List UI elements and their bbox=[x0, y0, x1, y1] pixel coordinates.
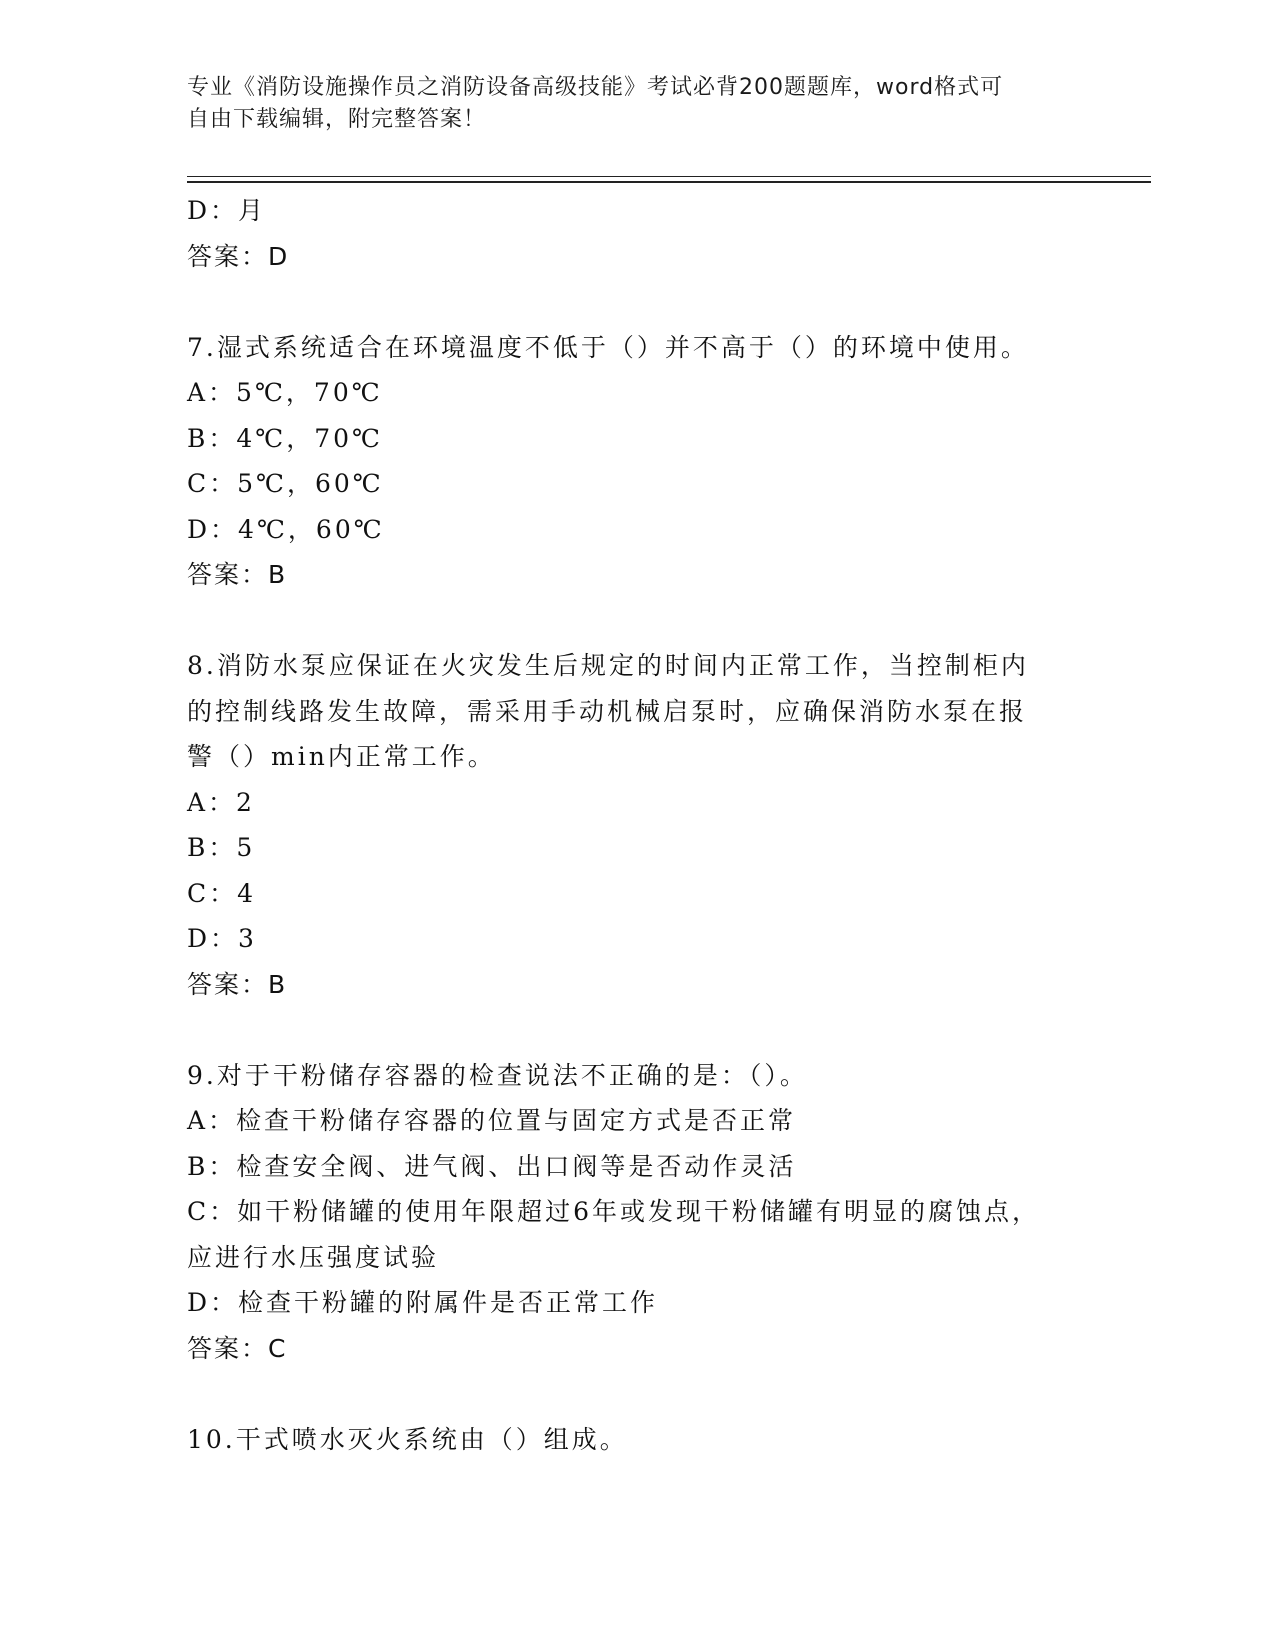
option-c: C：4 bbox=[187, 878, 257, 908]
option-c-line-1: C：如干粉储罐的使用年限超过6年或发现干粉储罐有明显的腐蚀点， bbox=[187, 1197, 1041, 1226]
option-b: B：检查安全阀、进气阀、出口阀等是否动作灵活 bbox=[187, 1151, 797, 1181]
prev-option-d: D：月 bbox=[187, 196, 267, 225]
question-stem-line-3: 警（）min内正常工作。 bbox=[187, 742, 496, 771]
header-title-line-1: 专业《消防设施操作员之消防设备高级技能》考试必背200题题库，word格式可 bbox=[187, 75, 1004, 100]
option-b: B：4℃，70℃ bbox=[187, 423, 384, 453]
option-d: D：3 bbox=[187, 924, 257, 953]
document-header bbox=[187, 72, 1087, 136]
header-divider-thick bbox=[187, 181, 1151, 183]
option-c-line-2: 应进行水压强度试验 bbox=[187, 1242, 440, 1272]
question-7 bbox=[187, 325, 1087, 598]
answer: 答案：C bbox=[187, 1333, 288, 1363]
prev-answer: 答案：D bbox=[187, 241, 290, 271]
spacer bbox=[187, 1007, 1087, 1053]
question-list bbox=[187, 188, 1087, 1462]
question-8 bbox=[187, 643, 1087, 1007]
option-b: B：5 bbox=[187, 833, 256, 862]
question-stem-line-2: 的控制线路发生故障，需采用手动机械启泵时，应确保消防水泵在报 bbox=[187, 696, 1028, 726]
header-divider-thin bbox=[187, 176, 1151, 177]
option-d: D：检查干粉罐的附属件是否正常工作 bbox=[187, 1288, 659, 1317]
answer: 答案：B bbox=[187, 969, 288, 999]
question-stem: 9.对于干粉储存容器的检查说法不正确的是：（）。 bbox=[187, 1060, 808, 1090]
question-9 bbox=[187, 1053, 1087, 1372]
answer: 答案：B bbox=[187, 560, 288, 589]
option-a: A：2 bbox=[187, 787, 255, 817]
option-a: A：5℃，70℃ bbox=[187, 378, 383, 407]
question-stem-line-1: 8.消防水泵应保证在火灾发生后规定的时间内正常工作，当控制柜内 bbox=[187, 651, 1029, 680]
header-title-line-2: 自由下载编辑，附完整答案！ bbox=[187, 107, 487, 132]
option-a: A：检查干粉储存容器的位置与固定方式是否正常 bbox=[187, 1106, 797, 1135]
option-d: D：4℃，60℃ bbox=[187, 514, 385, 544]
question-stem: 7.湿式系统适合在环境温度不低于（）并不高于（）的环境中使用。 bbox=[187, 332, 1029, 362]
question-stem: 10.干式喷水灭火系统由（）组成。 bbox=[187, 1424, 628, 1454]
question-10 bbox=[187, 1417, 1087, 1463]
option-c: C：5℃，60℃ bbox=[187, 469, 384, 498]
spacer bbox=[187, 279, 1087, 325]
spacer bbox=[187, 598, 1087, 644]
spacer bbox=[187, 1371, 1087, 1417]
